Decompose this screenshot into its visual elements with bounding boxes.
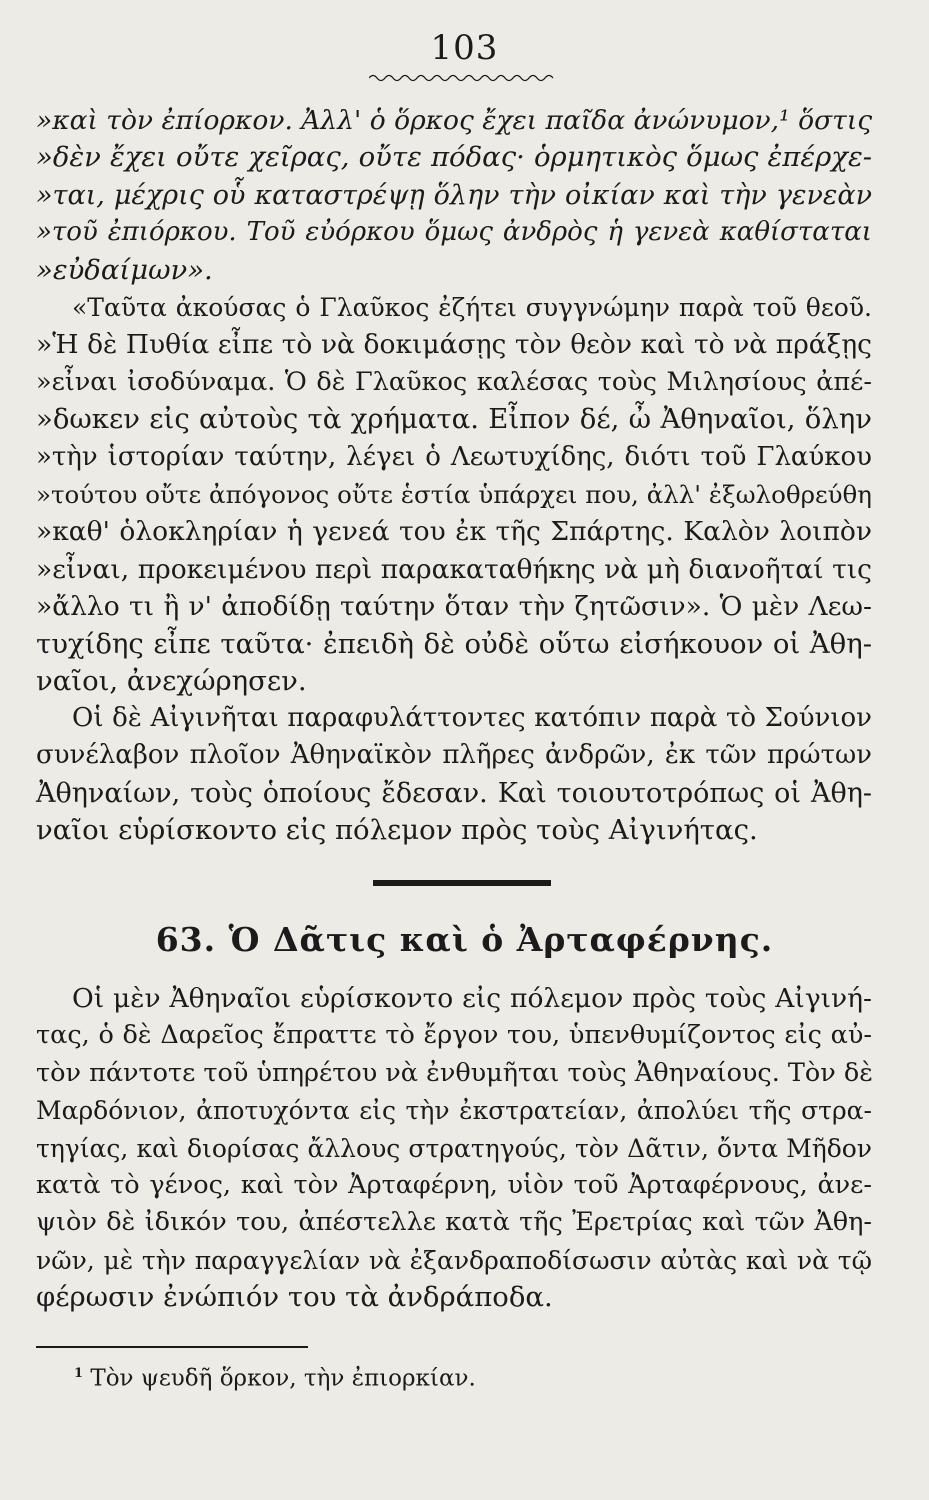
text-line: »δὲν ἔχει οὔτε χεῖρας, οὔτε πόδας· ὁρμητικὸς ὅμως ἐπέρχε-: [36, 141, 872, 174]
footnote-text: Τὸν ψευδῆ ὅρκον, τὴν ἐπιορκίαν.: [90, 1365, 476, 1392]
footnote-rule: [36, 1346, 308, 1348]
section-divider: [373, 880, 551, 886]
page-number: 103: [430, 28, 499, 68]
paragraph-datis: [36, 980, 872, 1317]
text-line: τυχίδης εἶπε ταῦτα· ἐπειδὴ δὲ οὐδὲ οὕτω εἰσήκουον οἱ Ἀθη-: [36, 627, 872, 660]
text-line: Ἀθηναίων, τοὺς ὁποίους ἔδεσαν. Καὶ τοιουτοτρόπως οἱ Ἀθη-: [36, 777, 872, 809]
text-line: »ἄλλο τι ἢ ν' ἀποδίδῃ ταύτην ὅταν τὴν ζητῶσιν». Ὁ μὲν Λεω-: [36, 591, 872, 623]
text-line: »καθ' ὁλοκληρίαν ἡ γενεά του ἐκ τῆς Σπάρτης. Καλὸν λοιπὸν: [36, 516, 872, 548]
text-line: »τούτου οὔτε ἀπόγονος οὔτε ἑστία ὑπάρχει που, ἀλλ' ἐξωλοθρεύθη: [36, 479, 872, 509]
text-line: »ται, μέχρις οὗ καταστρέψῃ ὅλην τὴν οἰκίαν καὶ τὴν γενεὰν: [36, 179, 872, 211]
footnote: [74, 1359, 476, 1394]
text-line: συνέλαβον πλοῖον Ἀθηναϊκὸν πλῆρες ἀνδρῶν, ἐκ τῶν πρώτων: [36, 740, 872, 771]
text-line: »εὐδαίμων».: [36, 253, 213, 286]
paragraph-glaucus: [36, 289, 872, 700]
text-line: νῶν, μὲ τὴν παραγγελίαν νὰ ἐξανδραποδίσωσιν αὐτὰς καὶ νὰ τῷ: [36, 1245, 872, 1275]
text-line: κατὰ τὸ γένος, καὶ τὸν Ἀρταφέρνη, υἱὸν τοῦ Ἀρταφέρνους, ἀνε-: [36, 1169, 872, 1200]
text-line: τας, ὁ δὲ Δαρεῖος ἔπραττε τὸ ἔργον του, ὑπενθυμίζοντος εἰς αὐ-: [36, 1020, 872, 1051]
section-heading: 63. Ὁ Δᾶτις καὶ ὁ Ἀρταφέρνης.: [155, 920, 774, 959]
text-line: Οἱ δὲ Αἰγινῆται παραφυλάττοντες κατόπιν παρὰ τὸ Σούνιον: [72, 703, 872, 733]
text-line: »Ἡ δὲ Πυθία εἶπε τὸ νὰ δοκιμάσῃς τὸν θεὸν καὶ τὸ νὰ πράξῃς: [36, 329, 872, 361]
text-line: ναῖοι εὑρίσκοντο εἰς πόλεμον πρὸς τοὺς Αἰγινήτας.: [36, 814, 758, 847]
text-line: »δωκεν εἰς αὐτοὺς τὰ χρήματα. Εἶπον δέ, ὦ Ἀθηναῖοι, ὅλην: [36, 403, 872, 436]
text-line: ναῖοι, ἀνεχώρησεν.: [36, 664, 307, 697]
wavy-rule: [369, 72, 559, 82]
text-line: τηγίας, καὶ διορίσας ἄλλους στρατηγούς, τὸν Δᾶτιν, ὄντα Μῆδον: [36, 1133, 872, 1163]
paragraph-aeginetans: [36, 700, 872, 850]
text-line: »εἶναι, προκειμένου περὶ παρακαταθήκης νὰ μὴ διανοῆταί τις: [36, 553, 872, 585]
text-line: ψιὸν δὲ ἰδικόν του, ἀπέστελλε κατὰ τῆς Ἐρετρίας καὶ τῶν Ἀθη-: [36, 1207, 872, 1238]
text-line: »εἶναι ἰσοδύναμα. Ὁ δὲ Γλαῦκος καλέσας τοὺς Μιλησίους ἀπέ-: [36, 366, 872, 397]
text-line: τὸν πάντοτε τοῦ ὑπηρέτου νὰ ἐνθυμῆται τοὺς Ἀθηναίους. Τὸν δὲ: [36, 1057, 873, 1088]
text-line: »τοῦ ἐπιόρκου. Τοῦ εὐόρκου ὅμως ἀνδρὸς ἡ γενεὰ καθίσταται: [36, 217, 872, 248]
text-line: Μαρδόνιον, ἀποτυχόντα εἰς τὴν ἐκστρατείαν, ἀπολύει τῆς στρα-: [36, 1096, 872, 1126]
text-line: »τὴν ἱστορίαν ταύτην, λέγει ὁ Λεωτυχίδης, διότι τοῦ Γλαύκου: [36, 441, 872, 472]
paragraph-oracle-quote: [36, 102, 872, 289]
text-line: φέρωσιν ἐνώπιόν του τὰ ἀνδράποδα.: [36, 1281, 553, 1314]
text-line: Οἱ μὲν Ἀθηναῖοι εὑρίσκοντο εἰς πόλεμον πρὸς τοὺς Αἰγινή-: [72, 983, 872, 1014]
text-line: «Ταῦτα ἀκούσας ὁ Γλαῦκος ἐζήτει συγγνώμην παρὰ τοῦ θεοῦ.: [72, 293, 872, 322]
text-line: »καὶ τὸν ἐπίορκον. Ἀλλ' ὁ ὅρκος ἔχει παῖδα ἀνώνυμον,¹ ὅστις: [36, 105, 873, 136]
footnote-marker: 1: [74, 1366, 84, 1381]
